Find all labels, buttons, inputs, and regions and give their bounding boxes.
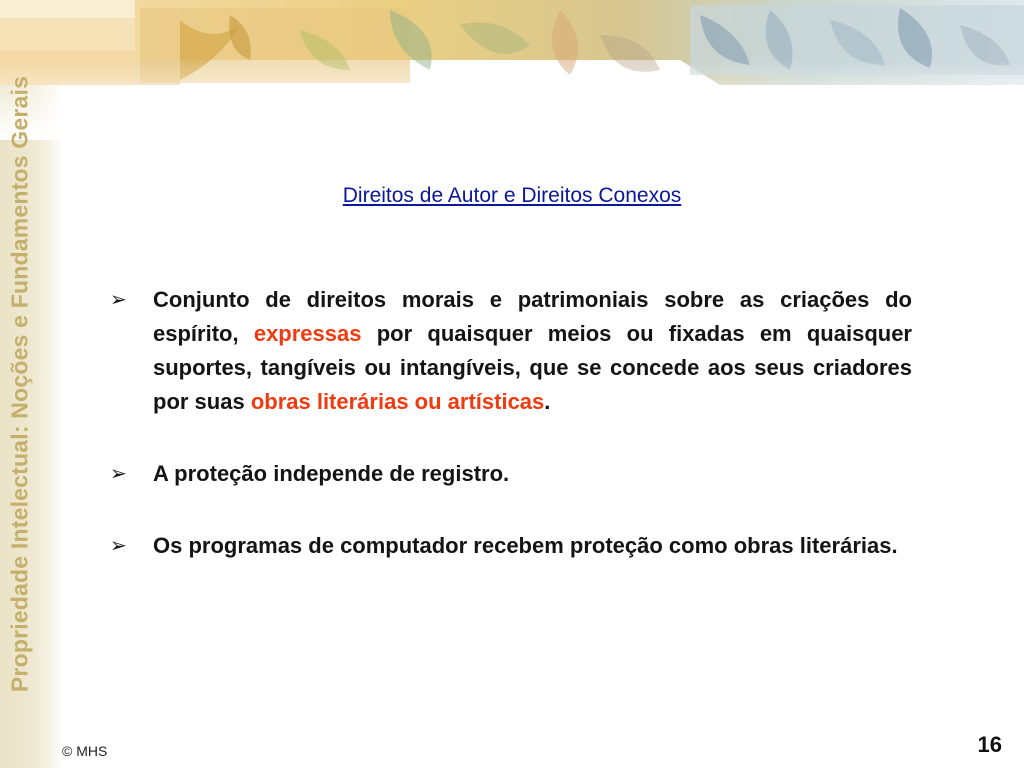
arrow-bullet-icon: ➢ [110, 289, 127, 311]
bullet-3-text: Os programas de computador recebem proteção como obras literárias. [153, 533, 898, 558]
arrow-bullet-icon: ➢ [110, 535, 127, 557]
copyright-text: © MHS [62, 743, 108, 759]
bullet-1-highlight-obras: obras literárias ou artísticas [250, 389, 545, 414]
bullet-item-1 [110, 283, 912, 419]
arrow-bullet-icon: ➢ [110, 463, 127, 485]
bullet-item-2 [110, 457, 912, 491]
slide-title: Direitos de Autor e Direitos Conexos [342, 184, 682, 207]
bullet-1-text-after: . [544, 389, 551, 414]
bullet-1-text-before: Conjunto de direitos morais e patrimoniais sobre as criações do espírito, [153, 287, 912, 346]
side-title [0, 0, 40, 768]
banner-fade [60, 80, 1024, 140]
bullet-1-text-middle: por quaisquer meios ou fixadas em quaisquer suportes, tangíveis ou intangíveis, que se concede aos seus criadores por suas [153, 321, 912, 414]
slide-content [110, 283, 912, 563]
bullet-1-highlight-expressas: expressas [253, 321, 362, 346]
side-title-text: Propriedade Intelectual: Noções e Fundamentos Gerais [6, 75, 33, 693]
decorative-banner [0, 0, 1024, 140]
bullet-item-3 [110, 529, 912, 563]
bullet-2-text: A proteção independe de registro. [153, 461, 510, 486]
page-number: 16 [977, 732, 1002, 757]
